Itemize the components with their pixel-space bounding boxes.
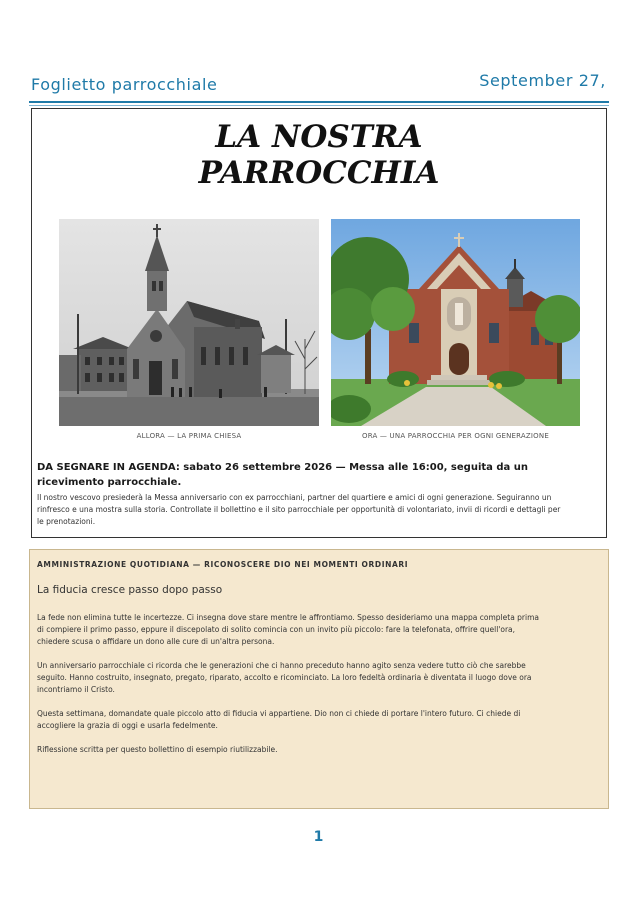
page-number: 1 bbox=[313, 829, 324, 845]
bulletin-date: September 27, bbox=[479, 71, 606, 90]
reflection-body bbox=[37, 612, 548, 768]
reflection-kicker: AMMINISTRAZIONE QUOTIDIANA — RICONOSCERE DIO NEI MOMENTI ORDINARI bbox=[37, 560, 409, 569]
feature-title-text: LA NOSTRA PARROCCHIA bbox=[198, 119, 440, 191]
header-rule bbox=[29, 101, 609, 103]
reflection-paragraph: Un anniversario parrocchiale ci ricorda che le generazioni che ci hanno preceduto hanno agito senza vedere tutto ciò che sarebbe seguito. Hanno costruito, insegnato, pregato, riparato, accolto e ricominciato. La loro fedeltà ordinaria è diventata il luogo dove ora incontriamo il Cristo. bbox=[37, 661, 532, 694]
modern-photo-caption: ORA — UNA PARROCCHIA PER OGNI GENERAZIONE bbox=[362, 432, 549, 440]
feature-box bbox=[31, 108, 607, 538]
modern-church-photo bbox=[331, 219, 580, 426]
save-the-date-details: Il nostro vescovo presiederà la Messa anniversario con ex parrocchiani, partner del quartiere e amici di ogni generazione. Seguiranno un rinfresco e una mostra sulla storia. Controllate il bollettino e il sito parrocchiale per opportunità di volontariato, invii di ricordi e dettagli per le prenotazioni. bbox=[37, 493, 561, 526]
reflection-paragraph: Questa settimana, domandate quale piccolo atto di fiducia vi appartiene. Dio non ci chiede di portare l'intero futuro. Ci chiede di accogliere la grazia di oggi e usarla fedelmente. bbox=[37, 709, 521, 730]
reflection-paragraph: La fede non elimina tutte le incertezze. Ci insegna dove stare mentre le affrontiamo. Spesso desideriamo una mappa completa prima di compiere il primo passo, eppure il discepolato di solito comincia con un invito più piccolo: fare la telefonata, offrire quell'ora, chiedere scusa o affidare un dono alle cure di un'altra persona. bbox=[37, 613, 539, 646]
feature-title bbox=[32, 119, 606, 191]
header-rule-thin bbox=[29, 105, 609, 106]
reflection-credit: Riflessione scritta per questo bollettino di esempio riutilizzabile. bbox=[37, 745, 278, 754]
reflection-title: La fiducia cresce passo dopo passo bbox=[37, 584, 223, 596]
historic-church-photo bbox=[59, 219, 319, 426]
historic-photo-caption: ALLORA — LA PRIMA CHIESA bbox=[136, 432, 242, 440]
reflection-box bbox=[29, 549, 609, 809]
bulletin-section-title: Foglietto parrocchiale bbox=[31, 75, 218, 94]
save-the-date-headline: DA SEGNARE IN AGENDA: sabato 26 settembre 2026 — Messa alle 16:00, seguita da un ricevimento parrocchiale. bbox=[37, 462, 529, 488]
